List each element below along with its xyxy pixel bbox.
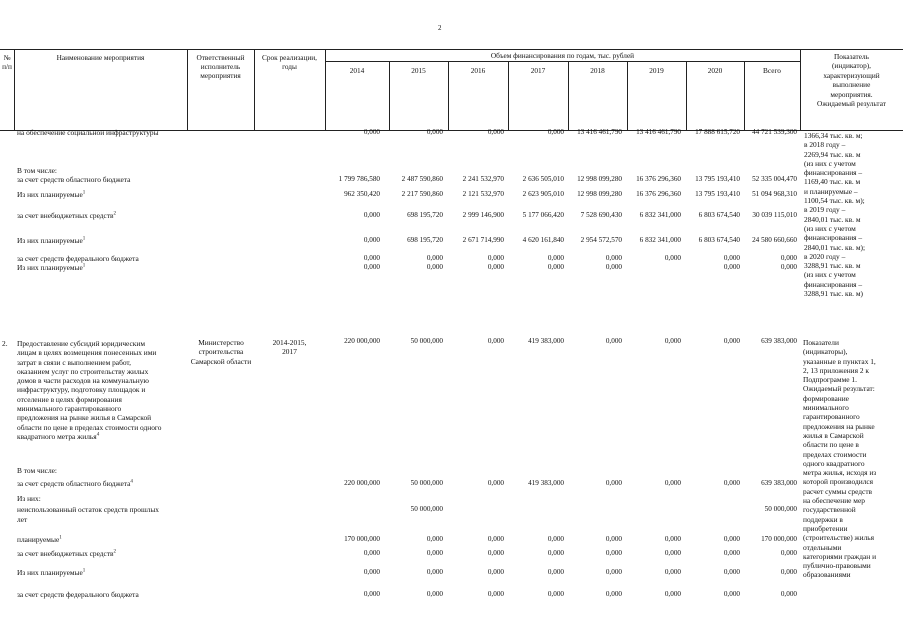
row-label: за счет средств областного бюджета$^4$	[17, 479, 133, 488]
footnote-mark: 2	[113, 211, 117, 217]
row-label: В том числе:	[17, 466, 57, 475]
row-label: за счет средств областного бюджета	[17, 175, 131, 184]
row-label: Из них планируемые$^1$	[17, 236, 86, 245]
row-value: 17 888 615,720	[695, 128, 740, 136]
row-value: 2 241 532,970	[462, 175, 504, 183]
row-value: 0,000	[780, 263, 797, 271]
row-value: 0,000	[664, 568, 681, 576]
row-label: на обеспечение социальной инфраструктуры	[17, 128, 159, 137]
block2-value: 220 000,000	[344, 337, 380, 345]
row-value: 0,000	[664, 549, 681, 557]
row-value: 0,000	[605, 479, 622, 487]
row-value: 16 376 296,360	[636, 175, 681, 183]
row-value: 0,000	[487, 128, 504, 136]
row-value: 0,000	[664, 590, 681, 598]
row-value: 220 000,000	[344, 479, 380, 487]
row-value: 2 671 714,990	[462, 236, 504, 244]
row-value: 5 177 066,420	[522, 211, 564, 219]
row-value: 0,000	[780, 549, 797, 557]
row-value: 0,000	[547, 263, 564, 271]
row-value: 170 000,000	[761, 535, 797, 543]
row-value: 24 580 660,660	[752, 236, 797, 244]
footnote-mark: 1	[82, 263, 86, 269]
row-value: 6 832 341,000	[639, 211, 681, 219]
row-value: 2 636 505,010	[522, 175, 564, 183]
row-value: 0,000	[426, 254, 443, 262]
row-value: 0,000	[547, 549, 564, 557]
row-value: 30 039 115,010	[752, 211, 797, 219]
row-label: за счет средств федерального бюджета	[17, 254, 139, 263]
row-value: 2 954 572,570	[580, 236, 622, 244]
row-value: 0,000	[780, 568, 797, 576]
row-value: 13 416 461,790	[577, 128, 622, 136]
row-value: 0,000	[363, 590, 380, 598]
header-num: № п/п	[2, 53, 12, 71]
block2-executor: Министерство строительства Самарской области	[190, 338, 252, 366]
row-value: 0,000	[547, 568, 564, 576]
row-label: за счет внебюджетных средств$^2$	[17, 211, 117, 220]
row-value: 2 487 590,860	[401, 175, 443, 183]
row-value: 0,000	[780, 590, 797, 598]
row-value: 13 416 461,790	[636, 128, 681, 136]
row-value: 1 799 786,580	[338, 175, 380, 183]
header-executor: Ответственный исполнитель мероприятия	[196, 53, 245, 80]
row-value: 0,000	[363, 568, 380, 576]
footnote-mark: 1	[82, 568, 86, 574]
row-label: Из них планируемые$^1$	[17, 190, 86, 199]
header-year-2018: 2018	[590, 66, 605, 75]
row-value: 2 217 590,860	[401, 190, 443, 198]
row-value: 4 620 161,840	[522, 236, 564, 244]
row-value: 0,000	[547, 535, 564, 543]
row-value: 0,000	[426, 535, 443, 543]
row-value: 0,000	[605, 590, 622, 598]
row-value: 0,000	[664, 479, 681, 487]
row-value: 962 350,420	[344, 190, 380, 198]
header-year-2016: 2016	[470, 66, 486, 75]
row-value: 52 335 004,470	[752, 175, 797, 183]
header-year-2017: 2017	[530, 66, 546, 75]
row-value: 0,000	[487, 549, 504, 557]
block1-indicator: 1366,34 тыс. кв. м; в 2018 году – 2269,94 тыс. кв. м (из них с учетом финансирования – 1169,40 тыс. кв. м и планируемые – 1100,54 тыс. кв. м); в 2019 году – 2840,01 тыс. кв. м (из них с учетом финансирования – 2840,01 тыс. кв. м); в 2020 году – 3288,91 тыс. кв. м (из них с учетом финансирования – 3288,91 тыс. кв. м)	[804, 131, 866, 299]
row-value: 0,000	[723, 549, 740, 557]
row-value: 44 721 539,300	[752, 128, 797, 136]
row-value: 0,000	[723, 254, 740, 262]
row-value: 51 094 968,310	[752, 190, 797, 198]
row-value: 2 999 146,900	[462, 211, 504, 219]
row-value: 0,000	[723, 535, 740, 543]
row-value: 0,000	[487, 568, 504, 576]
block2-value: 0,000	[664, 337, 681, 345]
row-value: 50 000,000	[410, 505, 443, 513]
row-label: Из них планируемые$^1$	[17, 263, 86, 272]
row-value: 639 383,000	[761, 479, 797, 487]
block2-name: Предоставление субсидий юридическим лицам в целях возмещения понесенных ими затрат в связи с выполнением работ, оказанием услуг по строительству жилых домов в части расходов на коммунальную инфраструктуру, подготовку площадок и отселение в целях формирования минимального гарантированного предложения на рынке жилья в Самарской области по цене в пределах стоимости одного квадратного метра жилья$^4$	[17, 339, 162, 441]
block2-indicator: Показатели (индикаторы), указанные в пунктах 1, 2, 13 приложения 2 к Подпрограмме 1. Ожидаемый результат: формирование минимального гарантированного предложения на рынке жилья в Самарской области по цене в пределах стоимости одного квадратного метра жилья, исходя из которой производился расчет суммы средств на обеспечение мер государственной поддержки в приобретении (строительстве) жилья отдельными категориями граждан и публично-правовыми образованиями	[803, 338, 877, 580]
row-value: 0,000	[605, 535, 622, 543]
header-indicator: Показатель (индикатор), характеризующий выполнение мероприятия. Ожидаемый результат	[817, 52, 886, 109]
row-value: 0,000	[426, 128, 443, 136]
row-value: 0,000	[723, 479, 740, 487]
row-value: 2 121 532,970	[462, 190, 504, 198]
row-value: 2 623 905,010	[522, 190, 564, 198]
row-value: 50 000,000	[410, 479, 443, 487]
footnote-mark: 1	[82, 236, 86, 242]
block2-value: 639 383,000	[761, 337, 797, 345]
row-value: 7 528 690,430	[580, 211, 622, 219]
header-year-2019: 2019	[649, 66, 664, 75]
footnote-mark: 1	[82, 190, 86, 196]
row-value: 0,000	[487, 535, 504, 543]
row-label: В том числе:	[17, 166, 57, 175]
row-label: Из них:	[17, 494, 41, 503]
row-value: 0,000	[605, 568, 622, 576]
header-year-2014: 2014	[349, 66, 365, 75]
row-value: 698 195,720	[407, 211, 443, 219]
row-value: 0,000	[363, 128, 380, 136]
row-value: 0,000	[487, 263, 504, 271]
header-year-2015: 2015	[411, 66, 426, 75]
row-label: неиспользованный остаток средств прошлых	[17, 505, 159, 514]
row-value: 50 000,000	[764, 505, 797, 513]
row-value: 0,000	[363, 254, 380, 262]
row-value: 0,000	[547, 590, 564, 598]
row-value: 0,000	[426, 590, 443, 598]
row-value: 0,000	[426, 549, 443, 557]
row-value: 0,000	[605, 263, 622, 271]
row-value: 0,000	[487, 590, 504, 598]
table-header	[0, 49, 903, 131]
row-value: 6 803 674,540	[698, 211, 740, 219]
row-value: 0,000	[664, 535, 681, 543]
block2-value: 419 383,000	[528, 337, 564, 345]
row-value: 6 803 674,540	[698, 236, 740, 244]
row-value: 0,000	[363, 263, 380, 271]
row-value: 0,000	[723, 263, 740, 271]
block2-value: 0,000	[487, 337, 504, 345]
block2-value: 50 000,000	[410, 337, 443, 345]
row-value: 0,000	[605, 254, 622, 262]
block2-number: 2.	[2, 339, 8, 348]
row-value: 0,000	[664, 254, 681, 262]
row-label: лет	[17, 515, 28, 524]
row-value: 0,000	[723, 590, 740, 598]
row-value: 0,000	[487, 254, 504, 262]
row-label: Из них планируемые$^1$	[17, 568, 86, 577]
row-value: 0,000	[363, 211, 380, 219]
row-label: за счет внебюджетных средств$^2$	[17, 549, 117, 558]
row-value: 13 795 193,410	[695, 175, 740, 183]
block2-period: 2014-2015, 2017	[272, 338, 307, 357]
row-label: планируемые$^1$	[17, 535, 62, 544]
block2-value: 0,000	[605, 337, 622, 345]
row-value: 16 376 296,360	[636, 190, 681, 198]
row-value: 0,000	[363, 236, 380, 244]
block2-value: 0,000	[723, 337, 740, 345]
page-number: 2	[438, 24, 442, 32]
row-value: 6 832 341,000	[639, 236, 681, 244]
row-value: 0,000	[426, 263, 443, 271]
row-value: 0,000	[487, 479, 504, 487]
header-year-2020: 2020	[707, 66, 723, 75]
header-period: Срок реализации, годы	[261, 53, 318, 71]
header-name: Наименование мероприятия	[56, 53, 145, 62]
row-value: 0,000	[605, 549, 622, 557]
footnote-mark: 2	[113, 549, 117, 555]
row-value: 0,000	[547, 128, 564, 136]
row-value: 170 000,000	[344, 535, 380, 543]
row-value: 698 195,720	[407, 236, 443, 244]
row-value: 419 383,000	[528, 479, 564, 487]
row-value: 0,000	[547, 254, 564, 262]
row-value: 0,000	[780, 254, 797, 262]
row-value: 0,000	[363, 549, 380, 557]
row-value: 0,000	[723, 568, 740, 576]
row-value: 12 998 099,280	[577, 190, 622, 198]
row-value: 0,000	[426, 568, 443, 576]
row-value: 13 795 193,410	[695, 190, 740, 198]
header-total: Всего	[763, 66, 781, 75]
footnote-mark: 1	[59, 535, 62, 541]
footnote-mark: 4	[130, 479, 133, 485]
header-funding: Объем финансирования по годам, тыс. рублей	[490, 51, 635, 60]
row-value: 12 998 099,280	[577, 175, 622, 183]
row-label: за счет средств федерального бюджета	[17, 590, 139, 599]
